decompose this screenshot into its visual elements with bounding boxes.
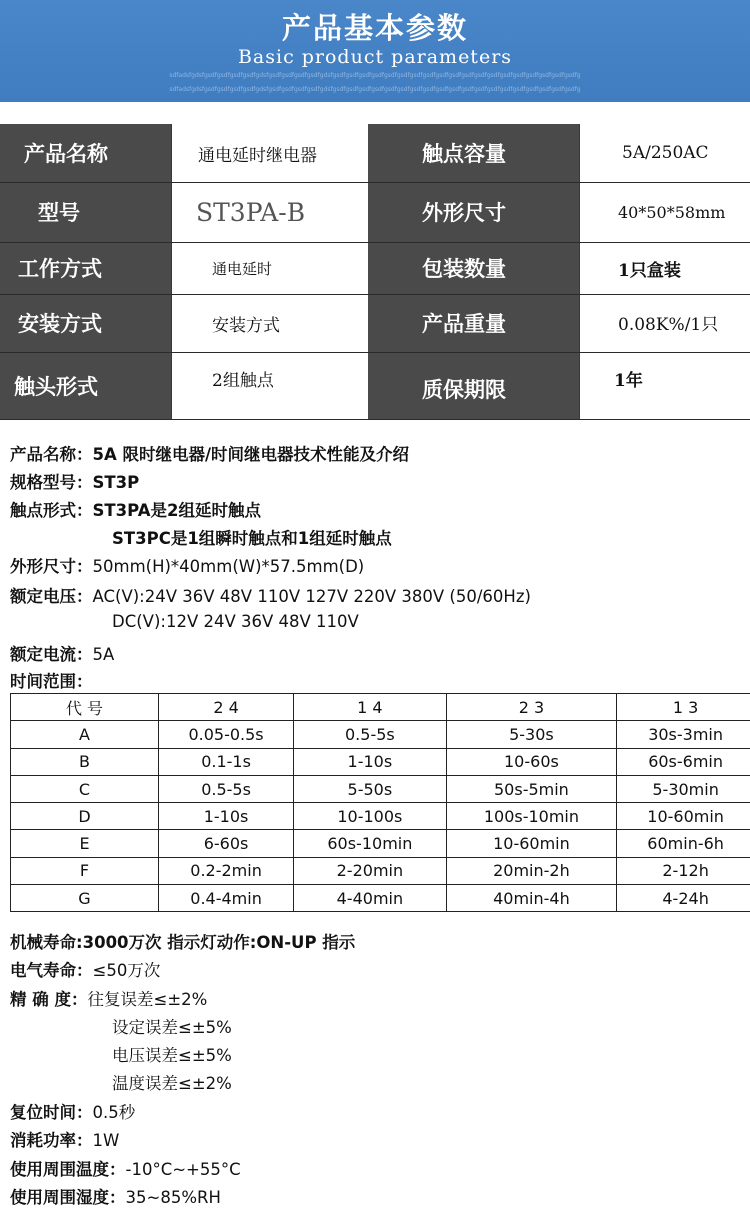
spec-contact-2: ST3PC是1组瞬时触点和1组延时触点 [112, 529, 392, 548]
param-value-weight: 0.08K%/1只 [580, 294, 750, 352]
table-cell: 20min-2h [446, 857, 617, 884]
param-value-contact-form: 2组触点 [172, 352, 368, 420]
spec-size: 外形尺寸：50mm(H)*40mm(W)*57.5mm(D) [10, 557, 365, 576]
param-label-warranty: 质保期限 [368, 352, 580, 420]
table-cell: 0.1-1s [159, 748, 294, 775]
table-header-cell: 1 4 [294, 694, 447, 721]
param-value-warranty: 1年 [580, 352, 750, 420]
param-label-dimensions: 外形尺寸 [368, 182, 580, 242]
table-row [11, 830, 750, 857]
table-cell: 5-50s [294, 775, 447, 802]
param-label-package: 包装数量 [368, 242, 580, 294]
param-value-model: ST3PA-B [172, 182, 368, 242]
spec-current: 额定电流：5A [10, 645, 115, 664]
param-value-dimensions: 40*50*58mm [580, 182, 750, 242]
spec-humidity: 使用周围湿度：35~85%RH [10, 1188, 221, 1207]
grid-divider [0, 352, 750, 353]
banner-title: 产品基本参数 [281, 11, 468, 45]
table-cell: 10-100s [294, 803, 447, 830]
table-row [11, 748, 750, 775]
banner-subtitle: Basic product parameters [237, 46, 513, 68]
table-cell: 50s-5min [446, 775, 617, 802]
table-cell: 60s-10min [294, 830, 447, 857]
param-label-model: 型号 [0, 182, 172, 242]
spec-accuracy-2: 设定误差≤±5% [112, 1018, 232, 1037]
param-label-work-mode: 工作方式 [0, 242, 172, 294]
spec-accuracy: 精 确 度：往复误差≤±2% [10, 990, 208, 1009]
param-value-product-name: 通电延时继电器 [172, 124, 368, 182]
spec-voltage-2: DC(V):12V 24V 36V 48V 110V [112, 612, 359, 631]
table-cell: E [11, 830, 159, 857]
param-value-install: 安装方式 [172, 294, 368, 352]
table-cell: 5-30min [617, 775, 750, 802]
table-row [11, 857, 750, 884]
table-cell: 2-12h [617, 857, 750, 884]
spec-temperature: 使用周围温度：-10°C~+55°C [10, 1160, 241, 1179]
table-cell: B [11, 748, 159, 775]
table-cell: 1-10s [159, 803, 294, 830]
table-cell: 10-60s [446, 748, 617, 775]
table-row [11, 775, 750, 802]
spec-voltage: 额定电压：AC(V):24V 36V 48V 110V 127V 220V 380V (50/60Hz) [10, 587, 531, 606]
table-row [11, 803, 750, 830]
table-cell: 4-24h [617, 885, 750, 912]
spec-model: 规格型号：ST3P [10, 473, 140, 492]
grid-divider [0, 242, 750, 243]
table-cell: 6-60s [159, 830, 294, 857]
time-range-table [10, 693, 750, 912]
param-label-weight: 产品重量 [368, 294, 580, 352]
table-cell: 30s-3min [617, 721, 750, 748]
table-cell: 5-30s [446, 721, 617, 748]
spec-reset-time: 复位时间：0.5秒 [10, 1103, 136, 1122]
parameter-grid [0, 124, 750, 420]
param-value-work-mode: 通电延时 [172, 242, 368, 294]
table-cell: F [11, 857, 159, 884]
table-header-cell: 2 4 [159, 694, 294, 721]
param-value-package: 1只盒装 [580, 242, 750, 294]
table-cell: 4-40min [294, 885, 447, 912]
spec-elec-life: 电气寿命：≤50万次 [10, 961, 161, 980]
table-cell: 40min-4h [446, 885, 617, 912]
banner-fine-text-2: sdfadsfgdsfgsdfgsdfgsdfgsdfgdsfgsdfgsdfgsdfgsdfgdsfgsdfgsdfgsdfgsdfgsdfgsdfgsdfgsdfgsdfgsdfgsdfgsdfgsdfgsdfgsdfgsdfgsdfgsdfgsdfg [169, 86, 581, 93]
table-cell: 2-20min [294, 857, 447, 884]
grid-divider [0, 294, 750, 295]
table-cell: G [11, 885, 159, 912]
table-cell: 10-60min [446, 830, 617, 857]
table-cell: 0.2-2min [159, 857, 294, 884]
table-header-cell: 2 3 [446, 694, 617, 721]
param-label-install: 安装方式 [0, 294, 172, 352]
param-label-contact-capacity: 触点容量 [368, 124, 580, 182]
table-cell: D [11, 803, 159, 830]
spec-contact: 触点形式：ST3PA是2组延时触点 [10, 501, 261, 520]
param-label-contact-form: 触头形式 [0, 352, 172, 420]
spec-power: 消耗功率：1W [10, 1131, 120, 1150]
spec-accuracy-3: 电压误差≤±5% [112, 1046, 232, 1065]
table-header-row [11, 694, 750, 721]
spec-mech-life: 机械寿命:3000万次 指示灯动作:ON-UP 指示 [10, 933, 356, 952]
table-cell: 1-10s [294, 748, 447, 775]
table-cell: 10-60min [617, 803, 750, 830]
table-header-cell: 1 3 [617, 694, 750, 721]
table-cell: C [11, 775, 159, 802]
table-cell: 60min-6h [617, 830, 750, 857]
table-row [11, 885, 750, 912]
spec-product-name: 产品名称：5A 限时继电器/时间继电器技术性能及介绍 [10, 445, 410, 464]
table-cell: 0.5-5s [294, 721, 447, 748]
spec-accuracy-4: 温度误差≤±2% [112, 1074, 232, 1093]
table-cell: 100s-10min [446, 803, 617, 830]
header-banner [0, 0, 750, 102]
param-label-product-name: 产品名称 [0, 124, 172, 182]
table-cell: 0.05-0.5s [159, 721, 294, 748]
table-row [11, 721, 750, 748]
table-header-cell: 代 号 [11, 694, 159, 721]
table-cell: 0.4-4min [159, 885, 294, 912]
grid-divider [0, 182, 750, 183]
spec-time-range-label: 时间范围： [10, 672, 93, 691]
table-cell: A [11, 721, 159, 748]
param-value-contact-capacity: 5A/250AC [580, 124, 750, 182]
banner-fine-text-1: sdfadsfgdsfgsdfgsdfgsdfgsdfgdsfgsdfgsdfgsdfgsdfgdsfgsdfgsdfgsdfgsdfgsdfgsdfgsdfgsdfgsdfgsdfgsdfgsdfgsdfgsdfgsdfgsdfgsdfgsdfgsdfg [169, 72, 581, 79]
grid-divider [0, 419, 750, 420]
table-cell: 60s-6min [617, 748, 750, 775]
table-cell: 0.5-5s [159, 775, 294, 802]
